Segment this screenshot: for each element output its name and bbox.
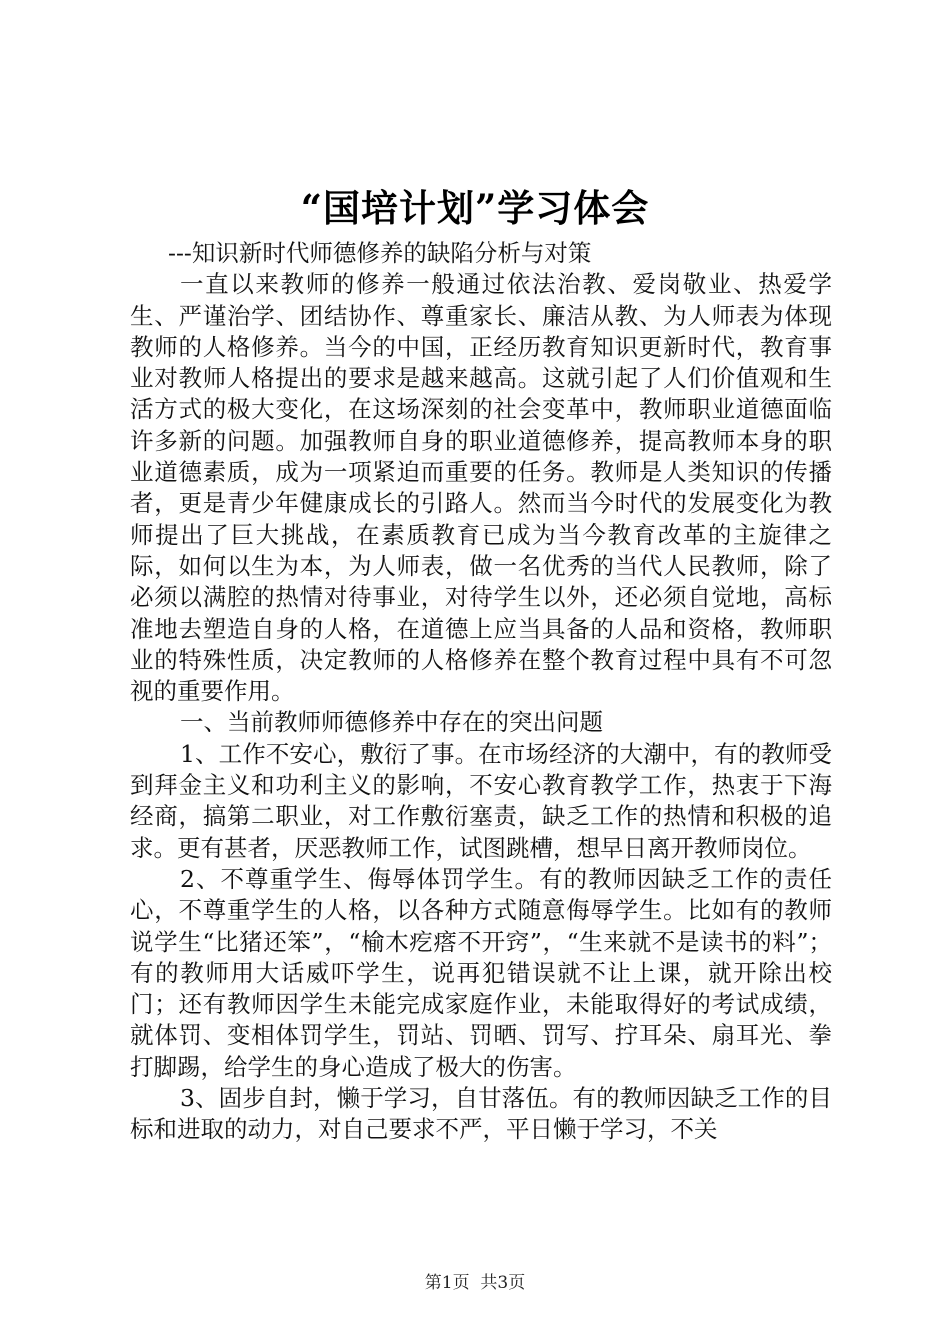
document-title: “国培计划”学习体会	[300, 186, 650, 230]
page-indicator: 第1页 共3页	[424, 1273, 526, 1293]
paragraph-point-2: 2、不尊重学生、侮辱体罚学生。有的教师因缺乏工作的责任心，不尊重学生的人格，以各种方式随意侮辱学生。比如有的教师说学生“比猪还笨”，“榆木疙瘩不开窍”，“生来就不是读书的料”；有的教师用大话威吓学生，说再犯错误就不让上课，就开除出校门；还有教师因学生未能完成家庭作业，未能取得好的考试成绩，就体罚、变相体罚学生，罚站、罚晒、罚写、拧耳朵、扇耳光、拳打脚踢，给学生的身心造成了极大的伤害。	[130, 864, 832, 1081]
paragraph-point-1: 1、工作不安心，敷衍了事。在市场经济的大潮中，有的教师受到拜金主义和功利主义的影响，不安心教育教学工作，热衷于下海经商，搞第二职业，对工作敷衍塞责，缺乏工作的热情和积极的追求。更有甚者，厌恶教师工作，试图跳槽，想早日离开教师岗位。	[130, 739, 832, 862]
page-footer	[0, 1272, 950, 1294]
paragraph-point-3: 3、固步自封，懒于学习，自甘落伍。有的教师因缺乏工作的目标和进取的动力，对自己要求不严，平日懒于学习，不关	[130, 1084, 832, 1144]
paragraph-intro: 一直以来教师的修养一般通过依法治教、爱岗敬业、热爱学生、严谨治学、团结协作、尊重家长、廉洁从教、为人师表为体现教师的人格修养。当今的中国，正经历教育知识更新时代，教育事业对教师人格提出的要求是越来越高。这就引起了人们价值观和生活方式的极大变化，在这场深刻的社会变革中，教师职业道德面临许多新的问题。加强教师自身的职业道德修养，提高教师本身的职业道德素质，成为一项紧迫而重要的任务。教师是人类知识的传播者，更是青少年健康成长的引路人。然而当今时代的发展变化为教师提出了巨大挑战，在素质教育已成为当今教育改革的主旋律之际，如何以生为本，为人师表，做一名优秀的当代人民教师，除了必须以满腔的热情对待事业，对待学生以外，还必须自觉地，高标准地去塑造自身的人格，在道德上应当具备的人品和资格，教师职业的特殊性质，决定教师的人格修养在整个教育过程中具有不可忽视的重要作用。	[130, 270, 832, 706]
document-body	[130, 238, 832, 1146]
document-subtitle: ---知识新时代师德修养的缺陷分析与对策	[168, 239, 592, 267]
section-heading: 一、当前教师师德修养中存在的突出问题	[180, 708, 603, 737]
